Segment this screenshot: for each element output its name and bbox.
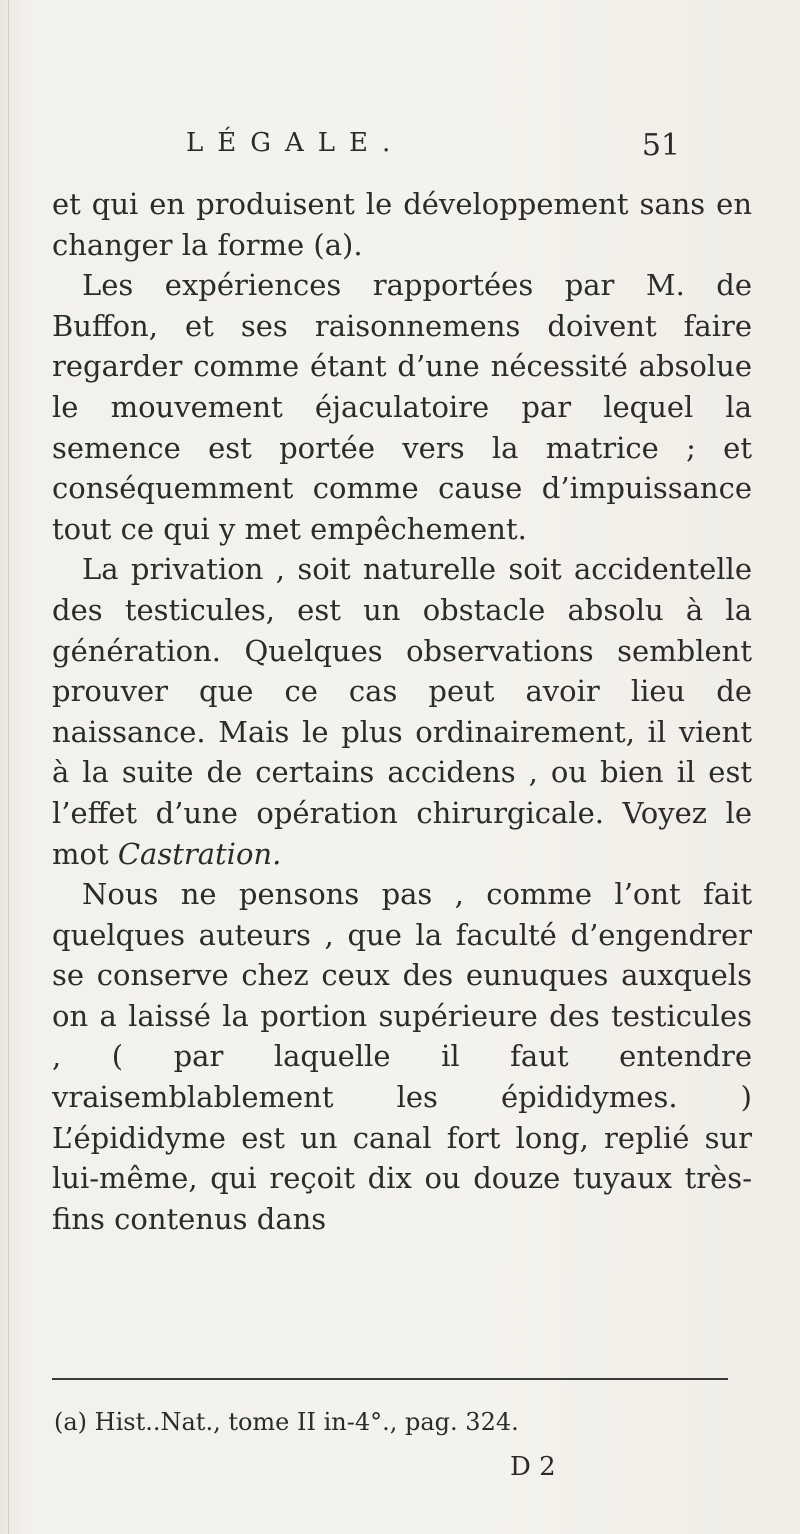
paragraph-text: La privation , soit naturelle soit accidentelle des testicules, est un obstacle absolu à la génération. Quelques observations semblent prouver que ce cas peut avoir lieu de naissance. Mais le plus ordinairement, il vient à la suite de certains accidens , ou bien il est l’effet d’une opération chirurgicale. Voyez le mot — [52, 552, 752, 871]
page-header — [160, 128, 680, 168]
signature-mark: D 2 — [510, 1452, 556, 1482]
page-edge — [8, 0, 9, 1534]
page-number: 51 — [641, 128, 680, 163]
paragraph: Nous ne pensons pas , comme l’ont fait quelques auteurs , que la faculté d’engendrer se conserve chez ceux des eunuques auxquels on a laissé la portion supérieure des testicules , ( par laquelle il faut entendre vraisemblablement les épididymes. ) L’épididyme est un canal fort long, replié sur lui-même, qui reçoit dix ou douze tuyaux très-fins contenus dans — [52, 877, 752, 1236]
paragraph — [52, 549, 752, 874]
body-text — [52, 184, 752, 1239]
footnote: (a) Hist..Nat., tome II in-4°., pag. 324. — [54, 1408, 519, 1436]
paragraph: et qui en produisent le développement sans en changer la forme (a). — [52, 187, 752, 262]
footnote-rule — [52, 1378, 728, 1380]
paragraph: Les expériences rapportées par M. de Buffon, et ses raisonnemens doivent faire regarder comme étant d’une nécessité absolue le mouvement éjaculatoire par lequel la semence est portée vers la matrice ; et conséquemment comme cause d’impuissance tout ce qui y met empêchement. — [52, 268, 752, 546]
italic-term: Castration. — [117, 836, 282, 871]
running-title: LÉGALE. — [186, 128, 405, 158]
